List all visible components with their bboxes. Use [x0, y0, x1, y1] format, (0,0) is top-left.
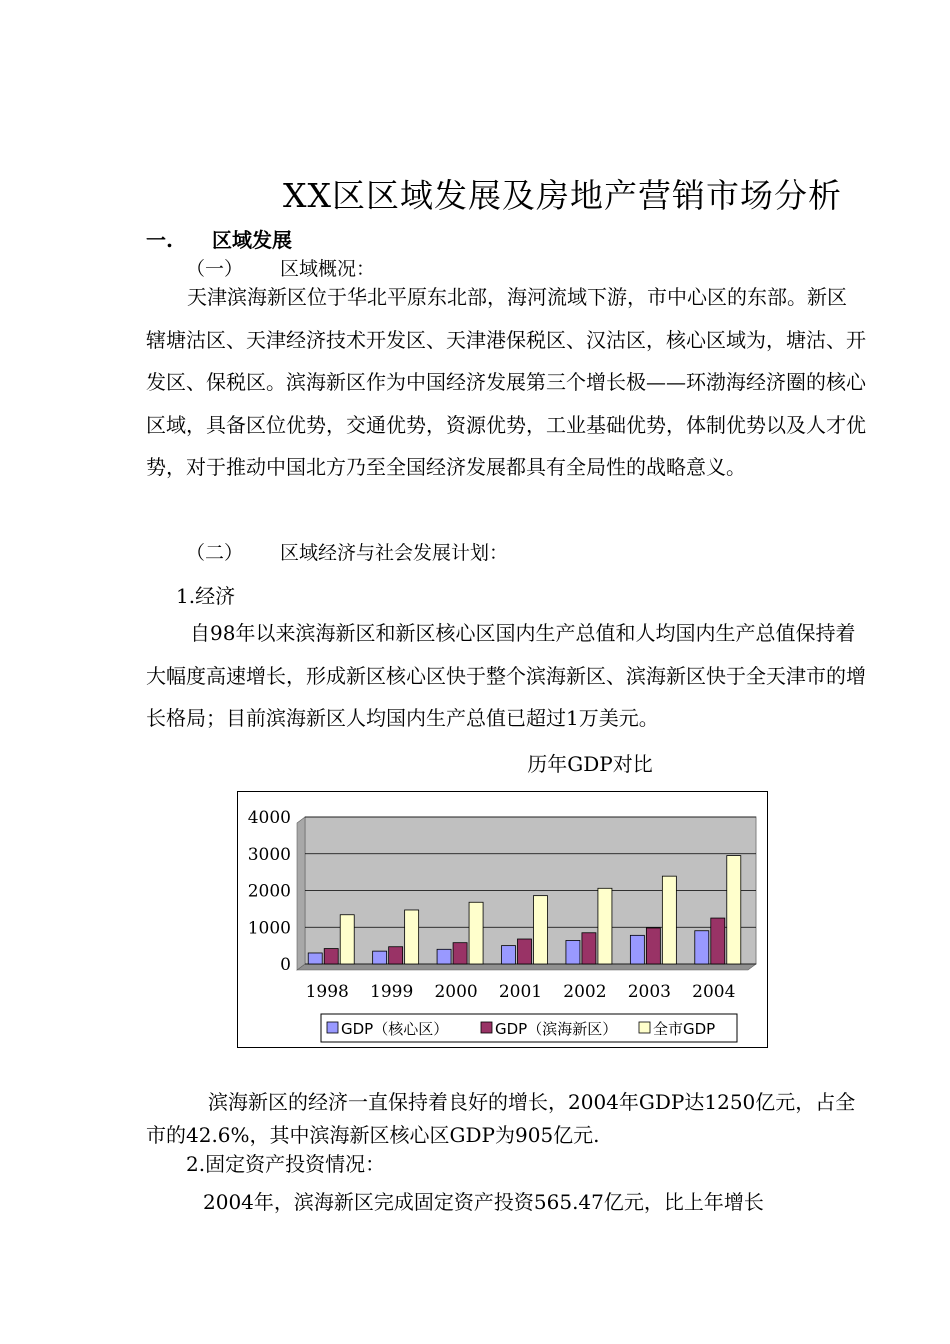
document-title: XX区区域发展及房地产营销市场分析 — [283, 176, 842, 215]
chart-caption: 历年GDP对比 — [527, 752, 653, 776]
y-tick-label: 1000 — [247, 918, 291, 939]
subsection-number: （一） — [186, 258, 244, 280]
legend-swatch — [327, 1022, 338, 1033]
bar — [373, 951, 387, 964]
bar — [646, 928, 660, 964]
bar — [469, 902, 483, 964]
plot-side-wall — [297, 817, 305, 970]
paragraph-economy: 自98年以来滨海新区和新区核心区国内生产总值和人均国内生产总值保持着大幅度高速增长，形成新区核心区快于整个滨海新区、滨海新区快于全天津市的增长格局；目前滨海新区人均国内生产总值已超过1万美元。 — [146, 621, 866, 730]
bar — [518, 939, 532, 964]
legend-swatch — [639, 1022, 650, 1033]
bar — [711, 918, 725, 964]
y-tick-label: 3000 — [247, 844, 291, 865]
legend-swatch — [481, 1022, 492, 1033]
y-tick-label: 2000 — [247, 881, 291, 902]
legend-label: 全市GDP — [653, 1020, 716, 1038]
bar — [534, 896, 548, 964]
subsection-label: 区域经济与社会发展计划： — [280, 542, 509, 564]
bar — [405, 910, 419, 964]
subsection-label: 区域概况： — [280, 258, 376, 280]
bar — [727, 856, 741, 964]
paragraph-investment: 2004年，滨海新区完成固定资产投资565.47亿元，比上年增长 — [203, 1190, 764, 1214]
section-label: 区域发展 — [212, 228, 292, 252]
section-number: 一. — [146, 228, 173, 252]
bar — [566, 940, 580, 964]
x-tick-label: 2003 — [627, 982, 671, 1002]
subsection-heading-2 — [186, 538, 508, 565]
item-heading-investment: 2.固定资产投资情况： — [186, 1152, 386, 1176]
bar — [630, 935, 644, 964]
legend-label: GDP（核心区） — [341, 1020, 449, 1038]
bar — [308, 953, 322, 964]
legend-label: GDP（滨海新区） — [495, 1020, 618, 1038]
bar — [582, 933, 596, 964]
bar — [662, 876, 676, 964]
y-tick-label: 0 — [280, 955, 291, 975]
bar — [598, 888, 612, 964]
bar — [340, 915, 354, 964]
bar — [437, 949, 451, 964]
x-tick-label: 2000 — [434, 982, 478, 1002]
gdp-chart — [237, 791, 768, 1048]
bar — [695, 931, 709, 964]
bar — [389, 947, 403, 964]
bar — [502, 946, 516, 964]
x-tick-label: 1998 — [305, 982, 349, 1002]
bar — [324, 949, 338, 964]
x-tick-label: 2004 — [692, 982, 736, 1002]
item-heading-economy: 1.经济 — [176, 584, 236, 608]
subsection-number: （二） — [186, 542, 244, 564]
gdp-chart-svg — [238, 792, 767, 1047]
paragraph-overview: 天津滨海新区位于华北平原东北部，海河流域下游，市中心区的东部。新区辖塘沽区、天津经济技术开发区、天津港保税区、汉沽区，核心区域为，塘沽、开发区、保税区。滨海新区作为中国经济发展第三个增长极——环渤海经济圈的核心区域，具备区位优势，交通优势，资源优势，工业基础优势，体制优势以及人才优势，对于推动中国北方乃至全国经济发展都具有全局性的战略意义。 — [146, 285, 866, 479]
y-tick-label: 4000 — [247, 808, 291, 828]
bar — [453, 943, 467, 964]
x-tick-label: 2001 — [498, 982, 543, 1002]
paragraph-gdp-summary: 滨海新区的经济一直保持着良好的增长，2004年GDP达1250亿元，占全市的42.6%，其中滨海新区核心区GDP为905亿元. — [146, 1090, 856, 1147]
x-tick-label: 2002 — [563, 982, 607, 1002]
x-tick-label: 1999 — [370, 982, 414, 1002]
section-heading-1 — [146, 224, 292, 253]
plot-floor — [297, 964, 756, 970]
